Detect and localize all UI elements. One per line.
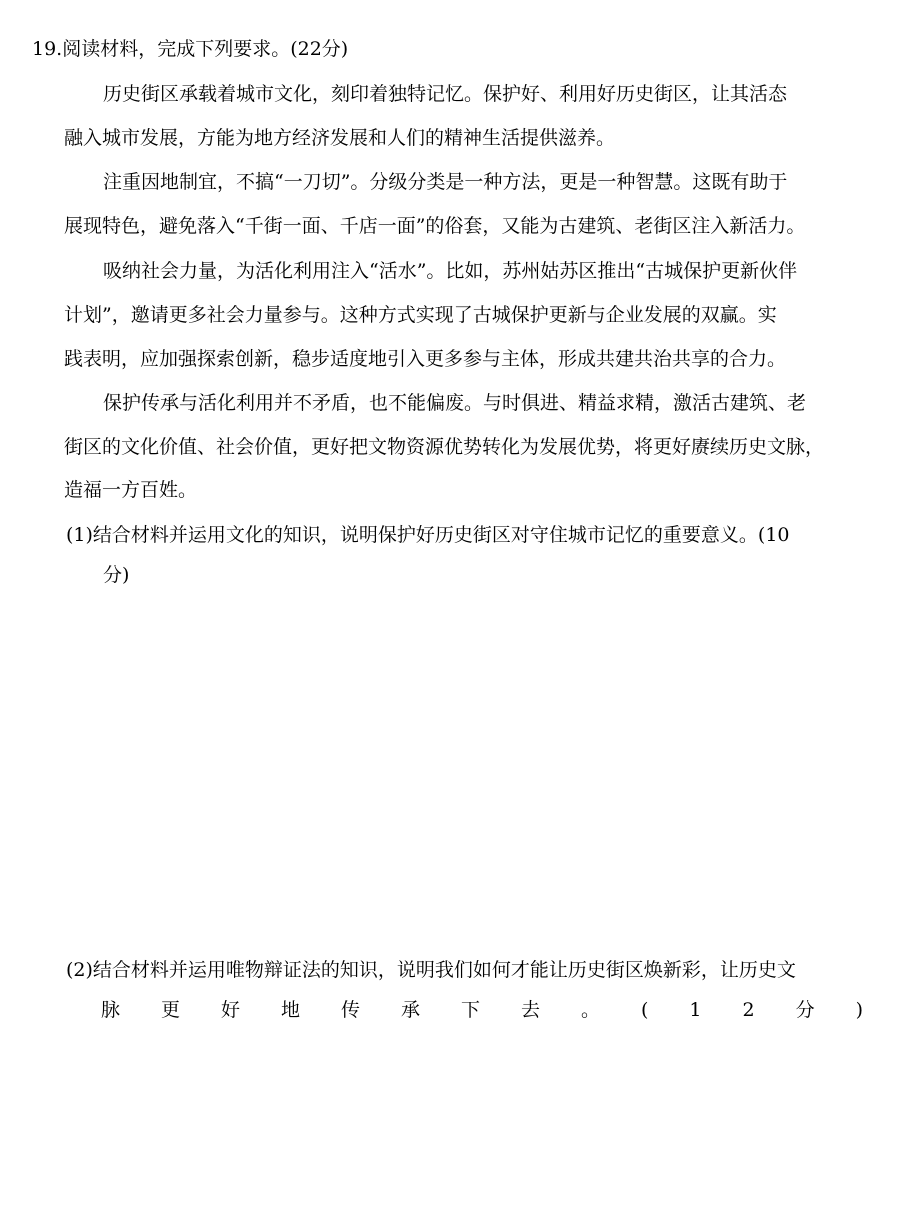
subquestion-1-line1: (1)结合材料并运用文化的知识，说明保护好历史街区对守住城市记忆的重要意义。(10 [66, 524, 790, 546]
material-p4-line3: 造福一方百姓。 [64, 479, 198, 501]
q2-char: 2 [742, 999, 755, 1021]
q2-char: 去 [521, 999, 541, 1021]
q2-char: ( [641, 999, 649, 1021]
q2-char: 1 [689, 999, 702, 1021]
material-p1-line2: 融入城市发展，方能为地方经济发展和人们的精神生活提供滋养。 [64, 127, 616, 149]
material-p3-line1: 吸纳社会力量，为活化利用注入“活水”。比如，苏州姑苏区推出“古城保护更新伙伴 [103, 260, 798, 282]
material-p3-line3: 践表明，应加强探索创新，稳步适度地引入更多参与主体，形成共建共治共享的合力。 [64, 348, 787, 370]
subquestion-1-line2: 分) [103, 564, 130, 586]
q2-char: 传 [341, 999, 361, 1021]
q2-char: ) [855, 999, 863, 1021]
material-p4-line1: 保护传承与活化利用并不矛盾，也不能偏废。与时俱进、精益求精，激活古建筑、老 [103, 392, 807, 414]
material-p1-line1: 历史街区承载着城市文化，刻印着独特记忆。保护好、利用好历史街区，让其活态 [103, 83, 788, 105]
q2-char: 更 [161, 999, 181, 1021]
material-p2-line1: 注重因地制宜，不搞“一刀切”。分级分类是一种方法，更是一种智慧。这既有助于 [103, 171, 788, 193]
subquestion-2-line1: (2)结合材料并运用唯物辩证法的知识，说明我们如何才能让历史街区焕新彩，让历史文 [66, 959, 796, 981]
q2-char: 。 [581, 999, 601, 1021]
q2-char: 承 [401, 999, 421, 1021]
q2-char: 脉 [101, 999, 121, 1021]
material-p3-line2: 计划”，邀请更多社会力量参与。这种方式实现了古城保护更新与企业发展的双赢。实 [64, 304, 777, 326]
q2-char: 下 [461, 999, 481, 1021]
question-title: 19.阅读材料，完成下列要求。(22分) [32, 38, 349, 60]
material-p2-line2: 展现特色，避免落入“千街一面、千店一面”的俗套，又能为古建筑、老街区注入新活力。 [64, 215, 806, 237]
q2-char: 好 [221, 999, 241, 1021]
material-p4-line2: 街区的文化价值、社会价值，更好把文物资源优势转化为发展优势，将更好赓续历史文脉， [64, 436, 825, 458]
q2-char: 地 [281, 999, 301, 1021]
subquestion-2-line2 [101, 997, 863, 1023]
q2-char: 分 [795, 999, 815, 1021]
